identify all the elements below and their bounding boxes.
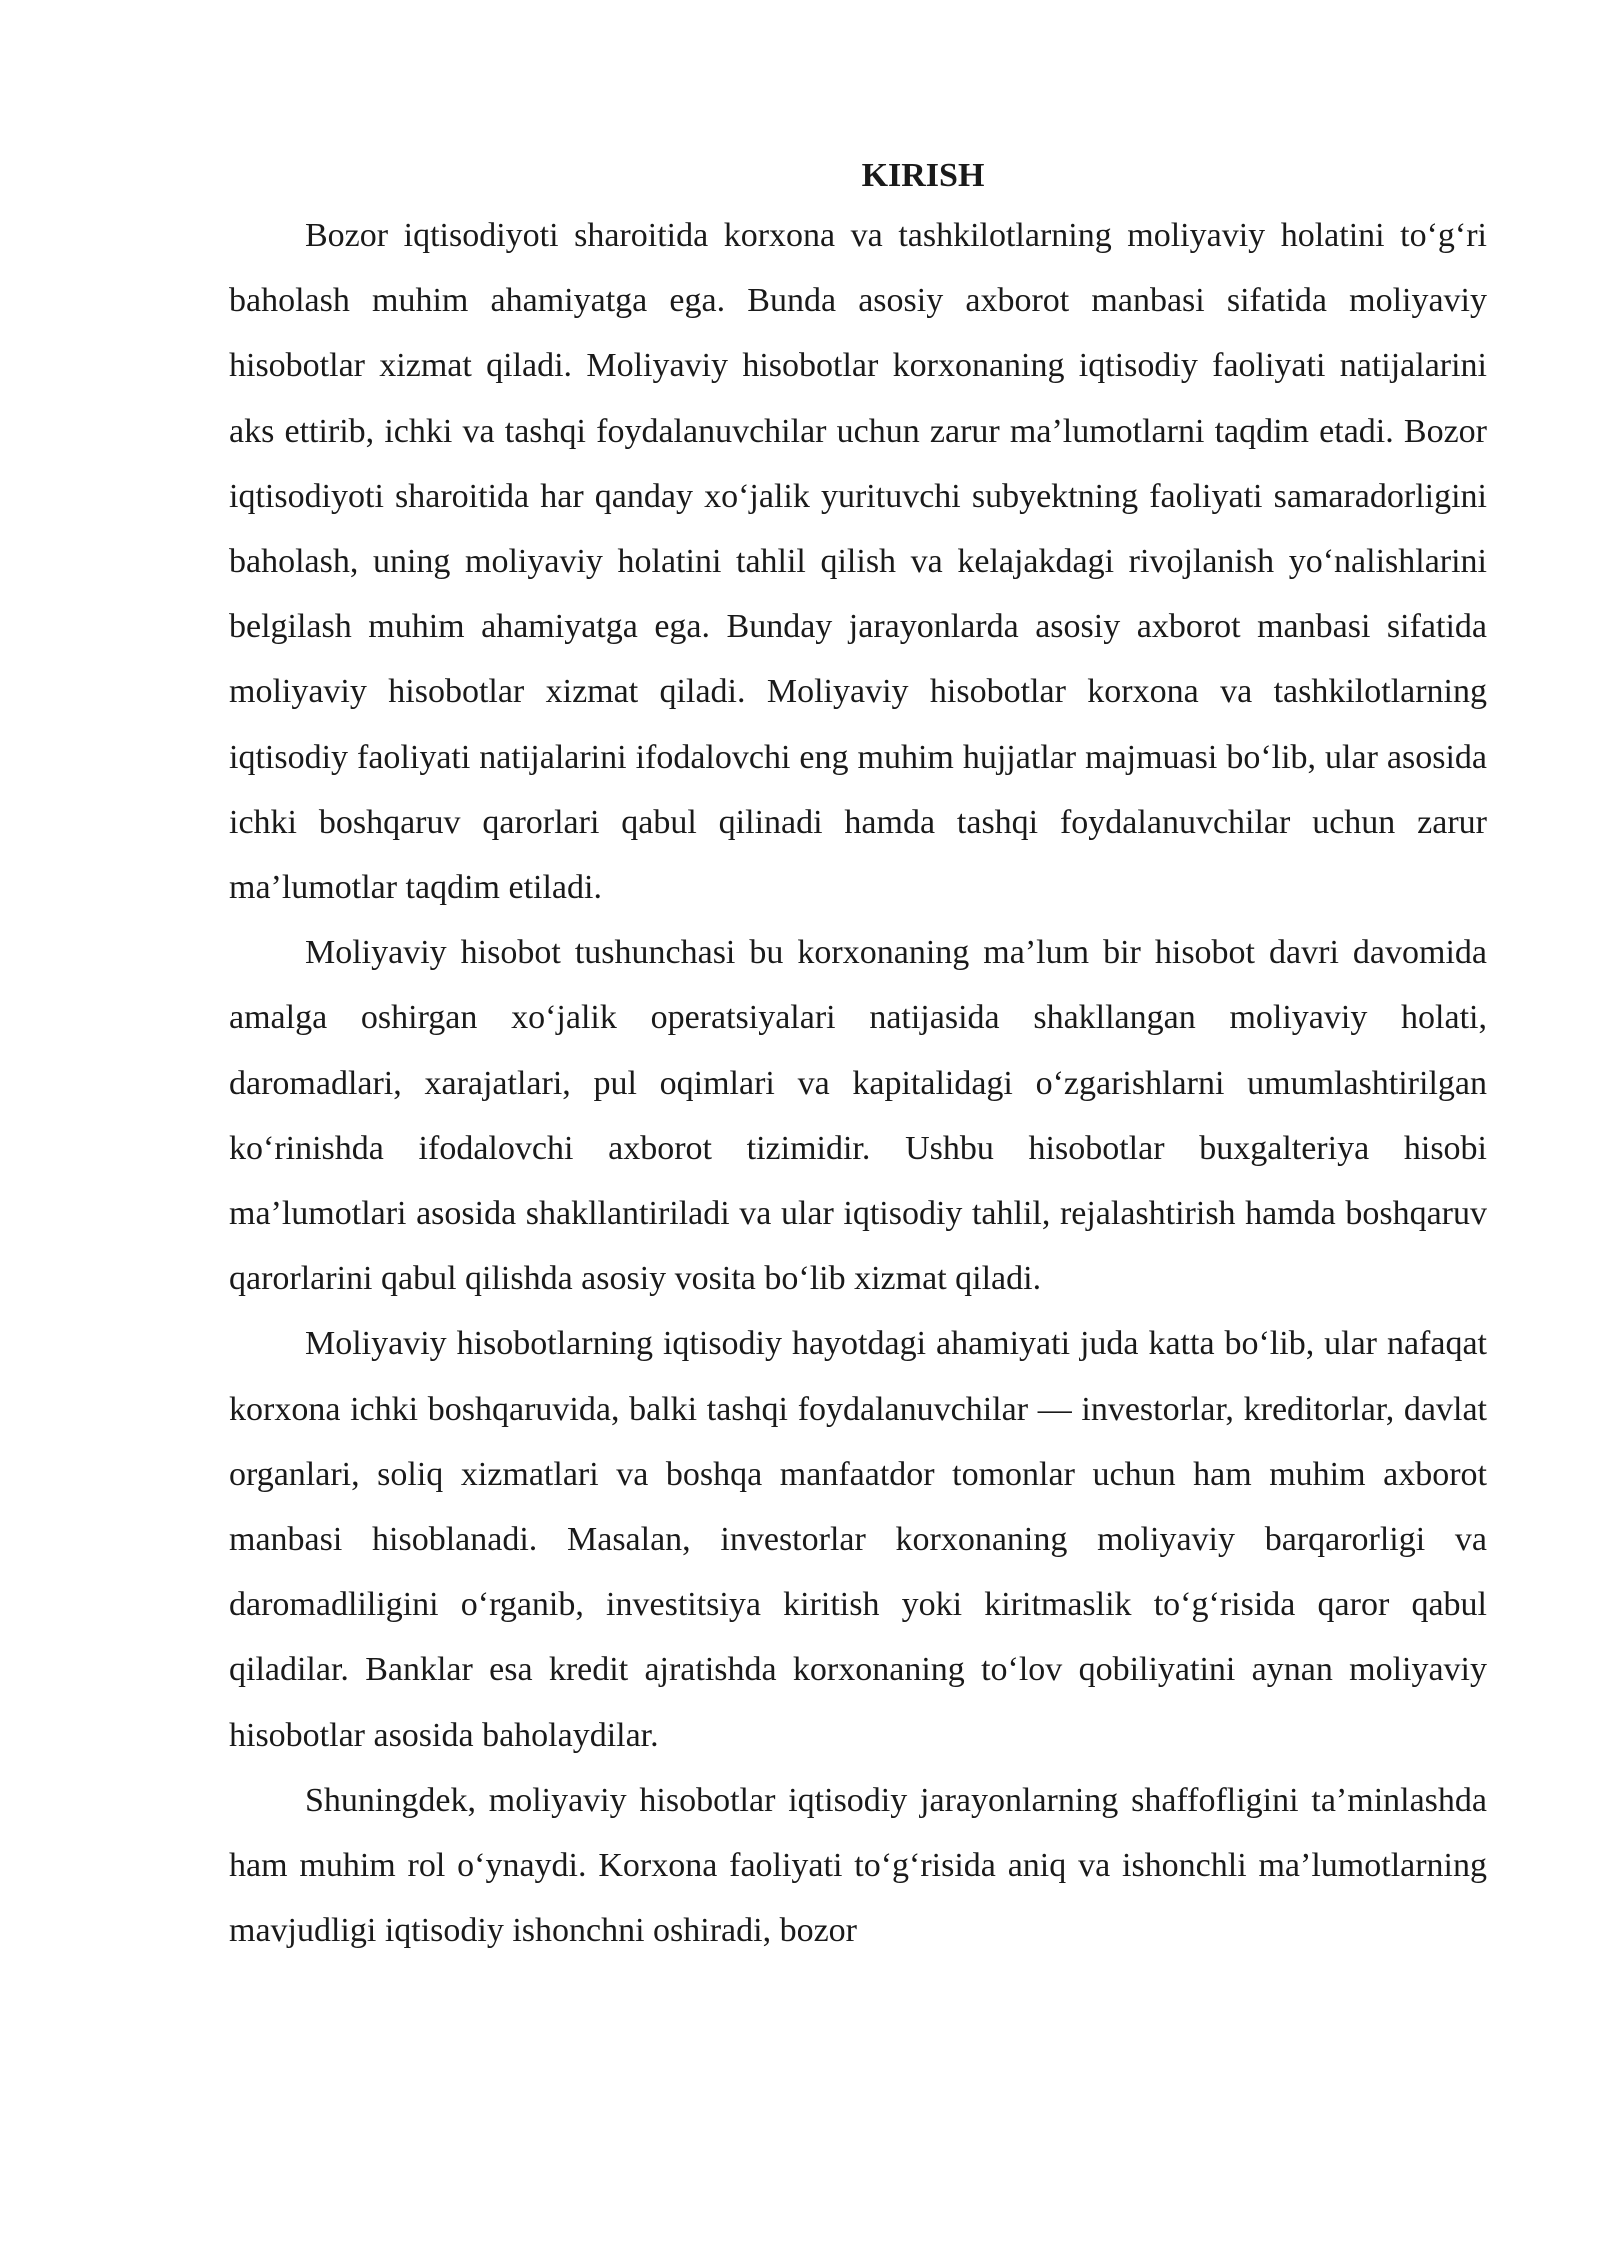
paragraph-intro: Bozor iqtisodiyoti sharoitida korxona va tashkilotlarning moliyaviy holatini to‘g‘ri baholash muhim ahamiyatga ega. Bunda asosiy axborot manbasi sifatida moliyaviy hisobotlar xizmat qiladi. Moliyaviy hisobotlar korxonaning iqtisodiy faoliyati natijalarini aks ettirib, ichki va tashqi foydalanuvchilar uchun zarur ma’lumotlarni taqdim etadi. Bozor iqtisodiyoti sharoitida har qanday xo‘jalik yurituvchi subyektning faoliyati samaradorligini baholash, uning moliyaviy holatini tahlil qilish va kelajakdagi rivojlanish yo‘nalishlarini belgilash muhim ahamiyatga ega. Bunday jarayonlarda asosiy axborot manbasi sifatida moliyaviy hisobotlar xizmat qiladi. Moliyaviy hisobotlar korxona va tashkilotlarning iqtisodiy faoliyati natijalarini ifodalovchi eng muhim hujjatlar majmuasi bo‘lib, ular asosida ichki boshqaruv qarorlari qabul qilinadi hamda tashqi foydalanuvchilar uchun zarur ma’lumotlar taqdim etiladi. <box>229 217 1487 907</box>
section-title: KIRISH <box>861 157 985 194</box>
paragraph-transparency: Shuningdek, moliyaviy hisobotlar iqtisodiy jarayonlarning shaffofligini ta’minlashda ham muhim rol o‘ynaydi. Korxona faoliyati to‘g‘risida aniq va ishonchli ma’lumotlarning mavjudligi iqtisodiy ishonchni oshiradi, bozor <box>229 1781 1487 1950</box>
document-body <box>229 148 1487 1963</box>
paragraph-definition: Moliyaviy hisobot tushunchasi bu korxonaning ma’lum bir hisobot davri davomida amalga oshirgan xo‘jalik operatsiyalari natijasida shakllangan moliyaviy holati, daromadlari, xarajatlari, pul oqimlari va kapitalidagi o‘zgarishlarni umumlashtirilgan ko‘rinishda ifodalovchi axborot tizimidir. Ushbu hisobotlar buxgalteriya hisobi ma’lumotlari asosida shakllantiriladi va ular iqtisodiy tahlil, rejalashtirish hamda boshqaruv qarorlarini qabul qilishda asosiy vosita bo‘lib xizmat qiladi. <box>229 934 1487 1298</box>
paragraph-importance: Moliyaviy hisobotlarning iqtisodiy hayotdagi ahamiyati juda katta bo‘lib, ular nafaqat korxona ichki boshqaruvida, balki tashqi foydalanuvchilar — investorlar, kreditorlar, davlat organlari, soliq xizmatlari va boshqa manfaatdor tomonlar uchun ham muhim axborot manbasi hisoblanadi. Masalan, investorlar korxonaning moliyaviy barqarorligi va daromadliligini o‘rganib, investitsiya kiritish yoki kiritmaslik to‘g‘risida qaror qabul qiladilar. Banklar esa kredit ajratishda korxonaning to‘lov qobiliyatini aynan moliyaviy hisobotlar asosida baholaydilar. <box>229 1325 1487 1754</box>
